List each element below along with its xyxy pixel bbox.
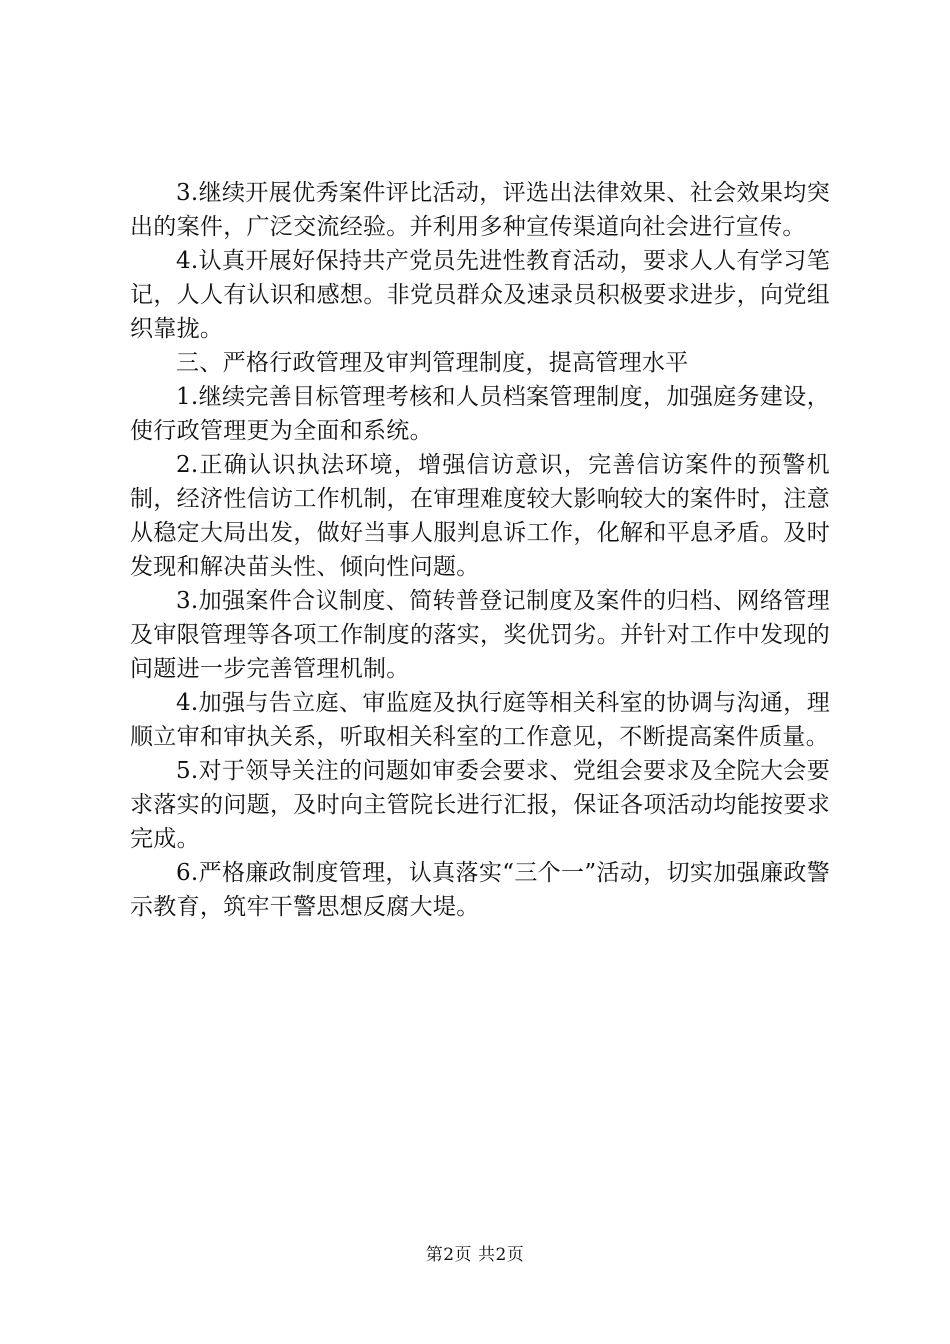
paragraph-item-3b: 3.加强案件合议制度、简转普登记制度及案件的归档、网络管理及审限管理等各项工作制度的落实，奖优罚劣。并针对工作中发现的问题进一步完善管理机制。 (130, 588, 830, 682)
document-body (130, 176, 830, 924)
paragraph-item-6: 6.严格廉政制度管理，认真落实“三个一”活动，切实加强廉政警示教育，筑牢干警思想反腐大堤。 (130, 860, 830, 920)
paragraph-item-1: 1.继续完善目标管理考核和人员档案管理制度，加强庭务建设，使行政管理更为全面和系统。 (130, 384, 830, 444)
paragraph-item-4: 4.认真开展好保持共产党员先进性教育活动，要求人人有学习笔记，人人有认识和感想。非党员群众及速录员积极要求进步，向党组织靠拢。 (130, 248, 830, 342)
paragraph-item-4b: 4.加强与告立庭、审监庭及执行庭等相关科室的协调与沟通，理顺立审和审执关系，听取相关科室的工作意见，不断提高案件质量。 (130, 690, 830, 750)
paragraph-item-3: 3.继续开展优秀案件评比活动，评选出法律效果、社会效果均突出的案件，广泛交流经验。并利用多种宣传渠道向社会进行宣传。 (130, 180, 830, 240)
paragraph-item-5: 5.对于领导关注的问题如审委会要求、党组会要求及全院大会要求落实的问题，及时向主管院长进行汇报，保证各项活动均能按要求完成。 (130, 758, 830, 852)
paragraph-item-2: 2.正确认识执法环境，增强信访意识，完善信访案件的预警机制，经济性信访工作机制，在审理难度较大影响较大的案件时，注意从稳定大局出发，做好当事人服判息诉工作，化解和平息矛盾。及时发现和解决苗头性、倾向性问题。 (130, 452, 830, 580)
section-heading-3: 三、严格行政管理及审判管理制度，提高管理水平 (176, 350, 689, 376)
page-number-footer: 第2页 共2页 (425, 1245, 525, 1265)
